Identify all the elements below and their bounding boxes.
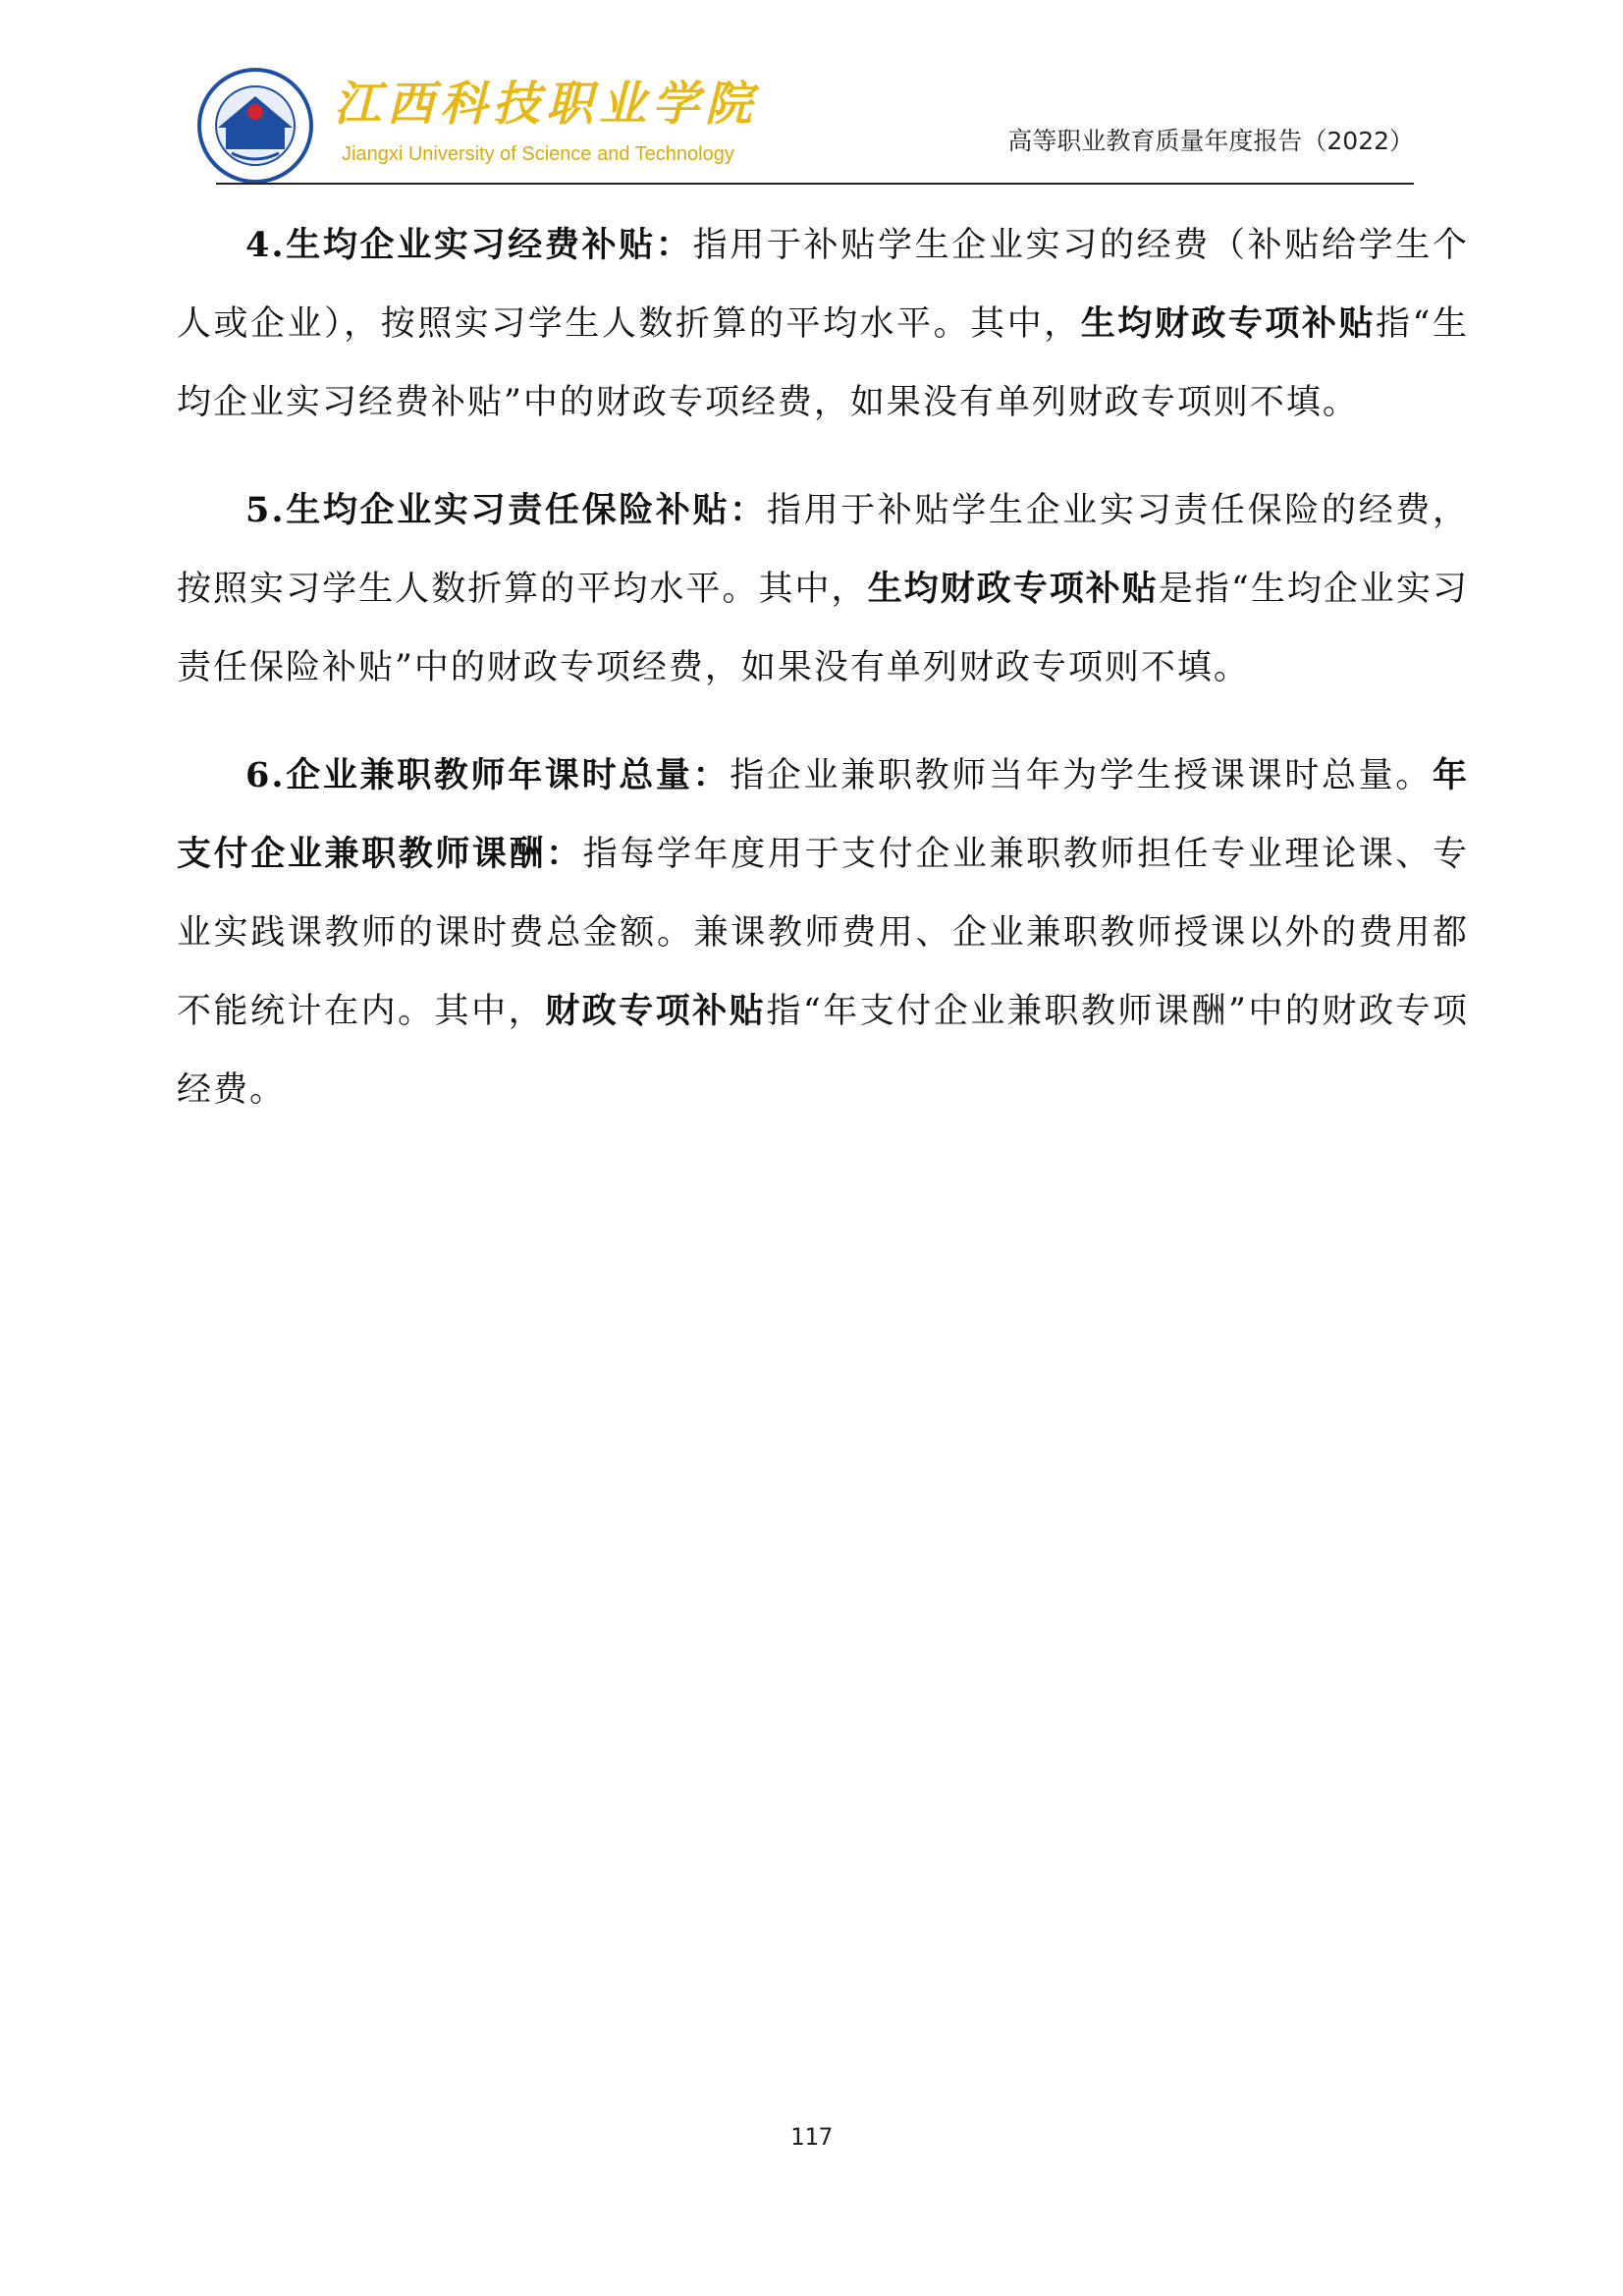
paragraph-insurance-subsidy <box>177 471 1469 707</box>
term-insurance-subsidy: 5.生均企业实习责任保险补贴： <box>245 490 767 530</box>
term-fiscal-subsidy: 财政专项补贴 <box>545 991 767 1031</box>
definition-text: 指“年支付企业兼职教师课酬”中的财政专项经费。 <box>177 992 1469 1110</box>
term-fiscal-subsidy: 生均财政专项补贴 <box>1080 303 1377 344</box>
paragraph-internship-subsidy <box>177 206 1469 442</box>
term-internship-subsidy: 4.生均企业实习经费补贴： <box>245 225 693 265</box>
term-fiscal-subsidy: 生均财政专项补贴 <box>867 569 1159 609</box>
term-teacher-pay: 年支付企业兼职教师课酬： <box>177 755 1469 874</box>
paragraph-part-time-teachers <box>177 737 1469 1129</box>
definition-text: 指企业兼职教师当年为学生授课课时总量。 <box>730 756 1433 795</box>
term-teaching-hours: 6.企业兼职教师年课时总量： <box>245 755 730 795</box>
school-seal-logo <box>196 67 314 185</box>
definition-text: 指用于补贴学生企业实习责任保险的经费，按照实习学生人数折算的平均水平。其中， <box>177 491 1469 609</box>
document-body <box>177 206 1469 1159</box>
definition-text: 指每学年度用于支付企业兼职教师担任专业理论课、专业实践课教师的课时费总金额。兼课教师费用、企业兼职教师授课以外的费用都不能统计在内。其中， <box>177 835 1469 1031</box>
definition-text: 指“生均企业实习经费补贴”中的财政专项经费，如果没有单列财政专项则不填。 <box>177 304 1469 422</box>
definition-text: 指用于补贴学生企业实习的经费（补贴给学生个人或企业），按照实习学生人数折算的平均水平。其中， <box>177 226 1469 344</box>
school-name-english: Jiangxi University of Science and Technology <box>342 143 734 165</box>
page-header <box>196 61 1414 185</box>
header-divider <box>216 183 1414 185</box>
definition-text: 是指“生均企业实习责任保险补贴”中的财政专项经费，如果没有单列财政专项则不填。 <box>177 570 1469 687</box>
report-title: 高等职业教育质量年度报告（2022） <box>1007 127 1414 155</box>
school-name-logo: 江西科技职业学院 <box>334 77 759 132</box>
page-number: 117 <box>789 2123 834 2151</box>
